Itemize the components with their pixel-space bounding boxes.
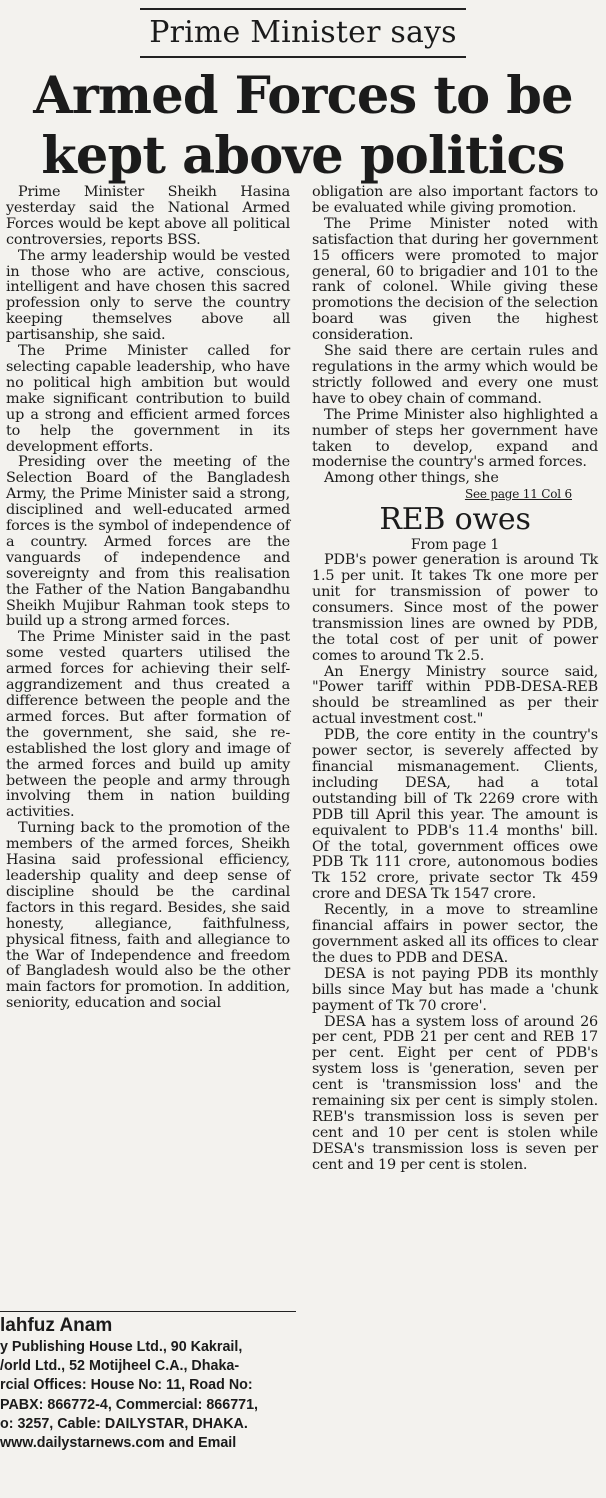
continuation-paragraph: DESA is not paying PDB its monthly bills since May but has made a 'chunk payment of Tk 70 crore'. <box>312 965 598 1014</box>
article-paragraph: Prime Minister Sheikh Hasina yesterday said the National Armed Forces would be kept above all political controversies, reports BSS. <box>6 184 290 248</box>
headline-line-2: kept above politics <box>41 126 565 186</box>
article-paragraph: The Prime Minister said in the past some vested quarters utilised the armed forces for achieving their self-aggrandizement and thus created a difference between the people and the armed forces. But after formation of the government, she said, she re-established the lost glory and image of the armed forces and build up amity between the people and army through involving them in nation building activities. <box>6 629 290 821</box>
continuation-paragraph: PDB, the core entity in the country's power sector, is severely affected by financial mismanagement. Clients, including DESA, had a total outstanding bill of Tk 2269 crore with PDB till April this year. The amount is equivalent to PDB's 11.4 months' bill. Of the total, government offices owe PDB Tk 111 crore, autonomous bodies Tk 152 crore, private sector Tk 459 crore and DESA Tk 1547 crore. <box>312 727 598 903</box>
imprint-line: rcial Offices: House No: 11, Road No: <box>0 1377 253 1394</box>
continuation-paragraph: An Energy Ministry source said, "Power tariff within PDB-DESA-REB should be streamlined as per their actual investment cost." <box>312 663 598 728</box>
continuation-paragraph: DESA has a system loss of around 26 per cent, PDB 21 per cent and REB 17 per cent. Eight per cent of PDB's system loss is 'generation, seven per cent is 'transmission loss' and the remaining six per cent is simply stolen. REB's transmission loss is seven per cent and 10 per cent is stolen while DESA's transmission loss is seven per cent and 19 per cent is stolen. <box>312 1013 598 1173</box>
imprint-line: /orld Ltd., 52 Motijheel C.A., Dhaka- <box>0 1358 240 1375</box>
article-paragraph: She said there are certain rules and regulations in the army which would be strictly followed and every one must have to obey chain of command. <box>312 343 598 407</box>
article-paragraph: The Prime Minister also highlighted a number of steps her government have taken to develop, expand and modernise the country's armed forces. <box>312 406 598 471</box>
continuation-title: REB owes <box>379 502 531 538</box>
imprint-rule <box>0 1311 296 1312</box>
imprint-line: www.dailystarnews.com and Email <box>0 1435 237 1452</box>
article-column-left <box>6 185 290 1012</box>
imprint-editor: lahfuz Anam <box>0 1315 113 1336</box>
continuation-from: From page 1 <box>410 537 500 554</box>
article-paragraph: obligation are also important factors to be evaluated while giving promotion. <box>312 184 598 216</box>
article-paragraph: Turning back to the promotion of the members of the armed forces, Sheikh Hasina said professional efficiency, leadership quality and deep sense of discipline should be the cardinal factors in this regard. Besides, she said honesty, allegiance, faithfulness, physical fitness, faith and allegiance to the War of Independence and freedom of Bangladesh would also be the other main factors for promotion. In addition, seniority, education and social <box>6 820 290 1012</box>
jump-reference: See page 11 Col 6 <box>464 487 572 502</box>
article-paragraph: The Prime Minister noted with satisfaction that during her government 15 officers were promoted to major general, 60 to brigadier and 101 to the rank of colonel. While giving these promotions the decision of the selection board was given the highest consideration. <box>312 215 598 344</box>
imprint-block <box>0 1308 296 1453</box>
kicker: Prime Minister says <box>140 8 466 58</box>
article-column-right <box>312 185 598 1174</box>
imprint-line: PABX: 866772-4, Commercial: 866771, <box>0 1396 259 1413</box>
headline-line-1: Armed Forces to be <box>33 66 573 126</box>
continuation-paragraph: PDB's power generation is around Tk 1.5 per unit. It takes Tk one more per unit for transmission of power to consumers. Since most of the power transmission lines are owned by PDB, the total cost of per unit of power comes to around Tk 2.5. <box>312 552 598 664</box>
article-paragraph: Among other things, she <box>324 470 499 487</box>
article-paragraph: The Prime Minister called for selecting capable leadership, who have no political high ambition but would make significant contribution to build up a strong and efficient armed forces to help the government in its development efforts. <box>6 343 290 455</box>
article-paragraph: The army leadership would be vested in those who are active, conscious, intelligent and have chosen this sacred profession only to serve the country keeping themselves above all partisanship, she said. <box>6 247 290 344</box>
imprint-line: o: 3257, Cable: DAILYSTAR, DHAKA. <box>0 1415 248 1432</box>
continuation-paragraph: Recently, in a move to streamline financial affairs in power sector, the government asked all its offices to clear the dues to PDB and DESA. <box>312 902 598 966</box>
imprint-line: y Publishing House Ltd., 90 Kakrail, <box>0 1339 243 1355</box>
article-paragraph: Presiding over the meeting of the Selection Board of the Bangladesh Army, the Prime Minister said a strong, disciplined and well-educated armed forces is the symbol of independence of a country. Armed forces are the vanguards of independence and sovereignty and from this realisation the Father of the Nation Bangabandhu Sheikh Mujibur Rahman took steps to build up a strong armed forces. <box>6 454 290 630</box>
